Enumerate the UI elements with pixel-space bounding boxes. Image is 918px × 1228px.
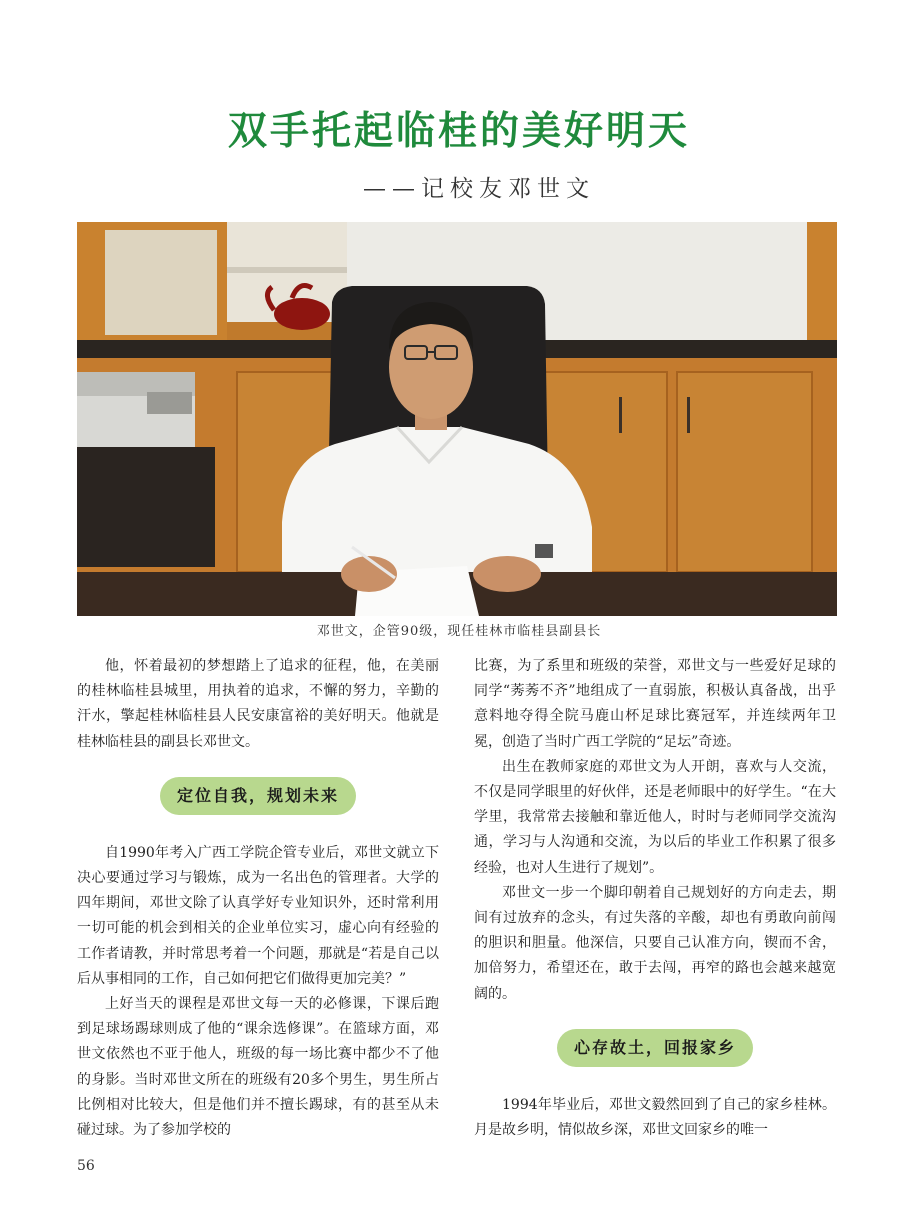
portrait-photo [77,222,837,616]
paragraph: 邓世文一步一个脚印朝着自己规划好的方向走去，期间有过放弃的念头，有过失落的辛酸，却也有勇敢向前闯的胆识和胆量。他深信，只要自己认准方向，锲而不舍，加倍努力，希望还在，敢于去闯，再窄的路也会越来越宽阔的。 [474,884,836,1002]
photo-caption: 邓世文，企管90级，现任桂林市临桂县副县长 [316,624,602,639]
paragraph: 1994年毕业后，邓世文毅然回到了自己的家乡桂林。月是故乡明，情似故乡深，邓世文回家乡的唯一 [474,1096,836,1139]
article-title: 双手托起临桂的美好明天 [227,109,690,154]
section-heading-positioning: 定位自我，规划未来 [160,777,356,815]
right-column [474,654,836,1143]
paragraph: 他，怀着最初的梦想踏上了追求的征程，他，在美丽的桂林临桂县城里，用执着的追求，不懈的努力，辛勤的汗水，擎起桂林临桂县人民安康富裕的美好明天。他就是桂林临桂县的副县长邓世文。 [77,658,439,750]
article-subtitle: ——记校友邓世文 [363,176,595,202]
section-heading-hometown: 心存故土，回报家乡 [557,1029,753,1067]
paragraph: 比赛，为了系里和班级的荣誉，邓世文与一些爱好足球的同学“莠莠不齐”地组成了一直弱旅，积极认真备战，出乎意料地夺得全院马鹿山杯足球比赛冠军，并连续两年卫冕，创造了当时广西工学院的“足坛”奇迹。 [474,658,836,750]
paragraph: 自1990年考入广西工学院企管专业后，邓世文就立下决心要通过学习与锻炼，成为一名出色的管理者。大学的四年期间，邓世文除了认真学好专业知识外，还时常利用一切可能的机会到相关的企业单位实习，虚心向有经验的工作者请教，并时常思考着一个问题，那就是“若是自己以后从事相同的工作，自己如何把它们做得更加完美？” [77,844,439,987]
paragraph: 上好当天的课程是邓世文每一天的必修课，下课后跑到足球场踢球则成了他的“课余选修课”。在篮球方面，邓世文依然也不亚于他人，班级的每一场比赛中都少不了他的身影。当时邓世文所在的班级有20多个男生，男生所占比例相对比较大，但是他们并不擅长踢球，有的甚至从未碰过球。为了参加学校的 [77,996,439,1139]
paragraph: 出生在教师家庭的邓世文为人开朗，喜欢与人交流，不仅是同学眼里的好伙伴，还是老师眼中的好学生。“在大学里，我常常去接触和靠近他人，时时与老师同学交流沟通，学习与人沟通和交流，为以后的毕业工作积累了很多经验，也对人生进行了规划”。 [474,758,836,876]
page-number: 56 [77,1158,95,1174]
left-column [77,654,439,1143]
